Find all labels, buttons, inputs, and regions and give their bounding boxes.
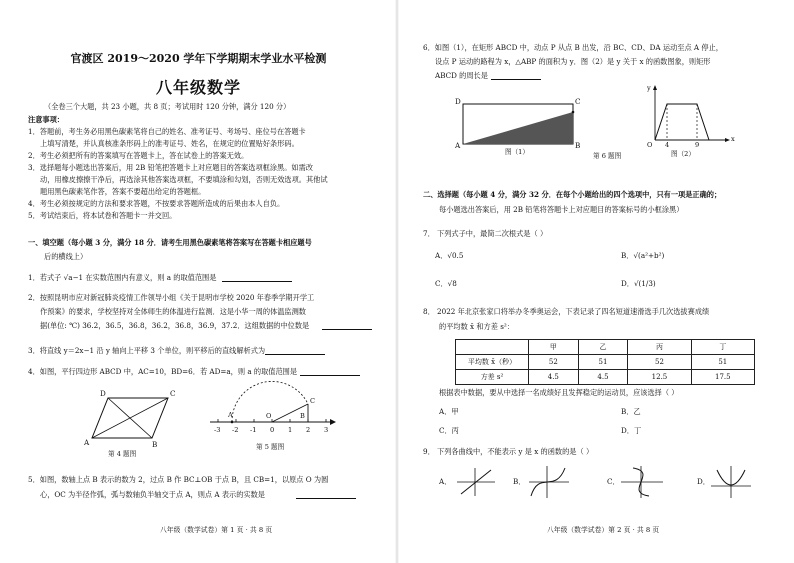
- q7-option-d: D．√(1/3): [621, 279, 656, 288]
- q5-answer-blank: [296, 498, 356, 499]
- fig5-caption: 第 5 题图: [256, 443, 285, 451]
- table-cell: 方差 s²: [456, 370, 529, 385]
- table-cell: 12.5: [628, 370, 691, 385]
- table-cell: 52: [628, 355, 691, 370]
- fig6-caption: 第 6 题图: [593, 152, 622, 160]
- fig6-tick-9: 9: [695, 141, 700, 149]
- table-cell: 4.5: [529, 370, 579, 385]
- right-footer: 八年级（数学试卷）第 2 页 · 共 8 页: [547, 526, 660, 534]
- question-8: 8． 2022 年北京张家口将举办冬季奥运会，下表记录了四名短道速滑选手几次选拔赛成绩: [423, 307, 710, 316]
- question-3: 3．将直线 y＝2x−1 沿 y 轴向上平移 3 个单位，则平移后的直线解析式为: [28, 346, 266, 355]
- notice-line: 上填写清楚，并认真核准条形码上的准考证号、姓名，在规定的位置贴好条形码。: [40, 139, 299, 148]
- table-cell: 丁: [691, 340, 754, 355]
- q7-option-a: A．√0.5: [435, 251, 464, 260]
- q9-graph-d: [711, 466, 751, 498]
- tick-label: -1: [250, 426, 257, 434]
- notice-line: 2．考生必须把所有的答案填写在答题卡上，答在试卷上的答案无效。: [28, 151, 249, 160]
- right-page: [397, 0, 794, 563]
- q9-graph-c: [621, 466, 663, 498]
- question-4: 4．如图，平行四边形 ABCD 中，AC=10，BD=6．若 AD=a，则 a 的取值范围是: [28, 367, 298, 376]
- question-1: 1．若式子 √a−1 在实数范围内有意义，则 a 的取值范围是: [28, 273, 217, 282]
- section-1-heading-cont: 后的横线上）: [44, 252, 88, 261]
- notice-line: 5．考试结束后，将本试卷和答题卡一并交回。: [28, 211, 177, 220]
- table-cell: 丙: [628, 340, 691, 355]
- number-line-arrow: [330, 419, 336, 425]
- fig6-cap2: 图（2）: [671, 150, 695, 158]
- fig6-x-label: x: [731, 135, 735, 143]
- fig6-label-a: A: [455, 141, 461, 150]
- question-2-cont: 作预案》的要求，学校坚持对全体师生的体温进行监测．这是小华一周的体温监测数: [40, 307, 306, 316]
- table-cell: 51: [578, 355, 628, 370]
- notice-title: 注意事项：: [28, 115, 64, 124]
- fig5-label-b: B: [300, 412, 305, 420]
- point-a: [231, 421, 234, 424]
- fig6-label-c: C: [575, 97, 581, 106]
- table-cell: 17.5: [691, 370, 754, 385]
- q9-curves: [397, 0, 794, 563]
- fig4-label-d: D: [100, 389, 106, 398]
- exam-subject: 八年级数学: [155, 78, 241, 97]
- q8-option-d: D．丁: [621, 426, 642, 435]
- q7-option-c: C．√8: [435, 279, 457, 288]
- section-2-heading-cont: 每小题选出答案后，用 2B 铅笔将答题卡上对应题目的答案标号的小框涂黑）: [439, 205, 684, 214]
- tick-label: -3: [214, 426, 221, 434]
- table-cell: 平均数 x̄（秒）: [456, 355, 529, 370]
- section-2-heading: 二、选择题（每小题 4 分，满分 32 分．在每个小题给出的四个选项中，只有一项是正确的；: [423, 190, 722, 199]
- q9-option-b: B．: [513, 477, 526, 486]
- table-cell: 4.5: [578, 370, 628, 385]
- question-2: 2．按照昆明市应对新冠肺炎疫情工作领导小组《关于昆明市学校 2020 年春季学期开学工: [28, 293, 315, 302]
- fig4-label-c: C: [170, 389, 176, 398]
- fig6-label-b: B: [575, 141, 581, 150]
- fig6-origin: O: [647, 141, 653, 149]
- question-8-cont: 的平均数 x̄ 和方差 s²：: [439, 322, 514, 331]
- fig4-label-a: A: [84, 438, 90, 447]
- fig4-label-b: B: [152, 440, 158, 449]
- question-6-cont: ABCD 的周长是: [435, 71, 488, 80]
- question-5-cont: 心，OC 为半径作弧，弧与数轴负半轴交于点 A，则点 A 表示的实数是: [40, 490, 265, 499]
- fig6-tick-4: 4: [665, 141, 670, 149]
- fig6-cap1: 图（1）: [505, 148, 529, 156]
- section-1-heading: 一、填空题（每小题 3 分，满分 18 分．请考生用黑色碳素笔将答案写在答题卡相应题号: [28, 238, 312, 247]
- q9-graph-a: [457, 468, 495, 496]
- question-6-cont: 设点 P 运动的路程为 x，△ABP 的面积为 y．图（2）是 y 关于 x 的函数图象，则矩形: [435, 57, 711, 66]
- exam-info: （全卷三个大题，共 23 小题，共 8 页；考试用时 120 分钟，满分 120 分）: [44, 102, 291, 111]
- q9-graph-b: [529, 466, 569, 498]
- question-6: 6．如图（1），在矩形 ABCD 中，动点 P 从点 B 出发，沿 BC、CD、DA 运动至点 A 停止，: [423, 43, 723, 52]
- exam-title: 官渡区 2019～2020 学年下学期期末学业水平检测: [70, 52, 327, 65]
- question-5: 5．如图，数轴上点 B 表示的数为 2，过点 B 作 BC⊥OB 于点 B，且 CB=1，以原点 O 为圆: [28, 475, 329, 484]
- q9-option-d: D．: [697, 477, 710, 486]
- question-2-cont: 据(单位: ℃) 36.2，36.5，36.8，36.2，36.8，36.9，37.2．这组数据的中位数是: [40, 321, 310, 330]
- notice-line: 动，用橡皮擦擦干净后，再选涂其他答案选项框，不要填涂和勾划，否则无效选项。其他试: [40, 175, 328, 184]
- notice-line: 3．选择题每小题选出答案后，用 2B 铅笔把答题卡上对应题目的答案选项框涂黑。如需改: [28, 163, 313, 172]
- tick-label: 1: [288, 426, 293, 434]
- notice-line: 4．考生必须按规定的方法和要求答题，不按要求答题所造成的后果由本人自负。: [28, 199, 285, 208]
- q8-option-c: C．丙: [439, 426, 459, 435]
- table-cell: 52: [529, 355, 579, 370]
- q9-option-c: C．: [607, 477, 620, 486]
- table-cell: 乙: [578, 340, 628, 355]
- left-footer: 八年级（数学试卷）第 1 页 · 共 8 页: [160, 526, 273, 534]
- fig5-label-o: O: [266, 412, 272, 420]
- question-7: 7． 下列式子中，最简二次根式是（ ）: [423, 229, 548, 238]
- q8-question: 根据表中数据，要从中选择一名成绩好且发挥稳定的运动员，应该选择（ ）: [439, 388, 679, 397]
- fig5-label-c: C: [310, 397, 316, 405]
- q8-option-b: B．乙: [621, 407, 641, 416]
- q9-option-a: A．: [439, 477, 452, 486]
- question-9: 9． 下列各曲线中，不能表示 y 是 x 的函数的是（ ）: [423, 447, 594, 456]
- table-cell: 51: [691, 355, 754, 370]
- fig5-label-a: A: [228, 411, 233, 419]
- notice-line: 题用黑色碳素笔作答，答案不要超出给定的答题框。: [40, 187, 206, 196]
- fig6-y-label: y: [647, 84, 651, 92]
- q7-option-b: B．√(a²+b²): [621, 251, 665, 260]
- tick-label: -2: [232, 426, 239, 434]
- fig6-label-d: D: [455, 97, 461, 106]
- q8-option-a: A．甲: [439, 407, 459, 416]
- tick-label: 3: [324, 426, 329, 434]
- notice-line: 1．答题前，考生务必用黑色碳素笔将自己的姓名、准考证号、考场号、座位号在答题卡: [28, 127, 306, 136]
- tick-label: 0: [270, 426, 275, 434]
- table-cell: 甲: [529, 340, 579, 355]
- tick-label: 2: [306, 426, 311, 434]
- fig4-caption: 第 4 题图: [108, 450, 137, 458]
